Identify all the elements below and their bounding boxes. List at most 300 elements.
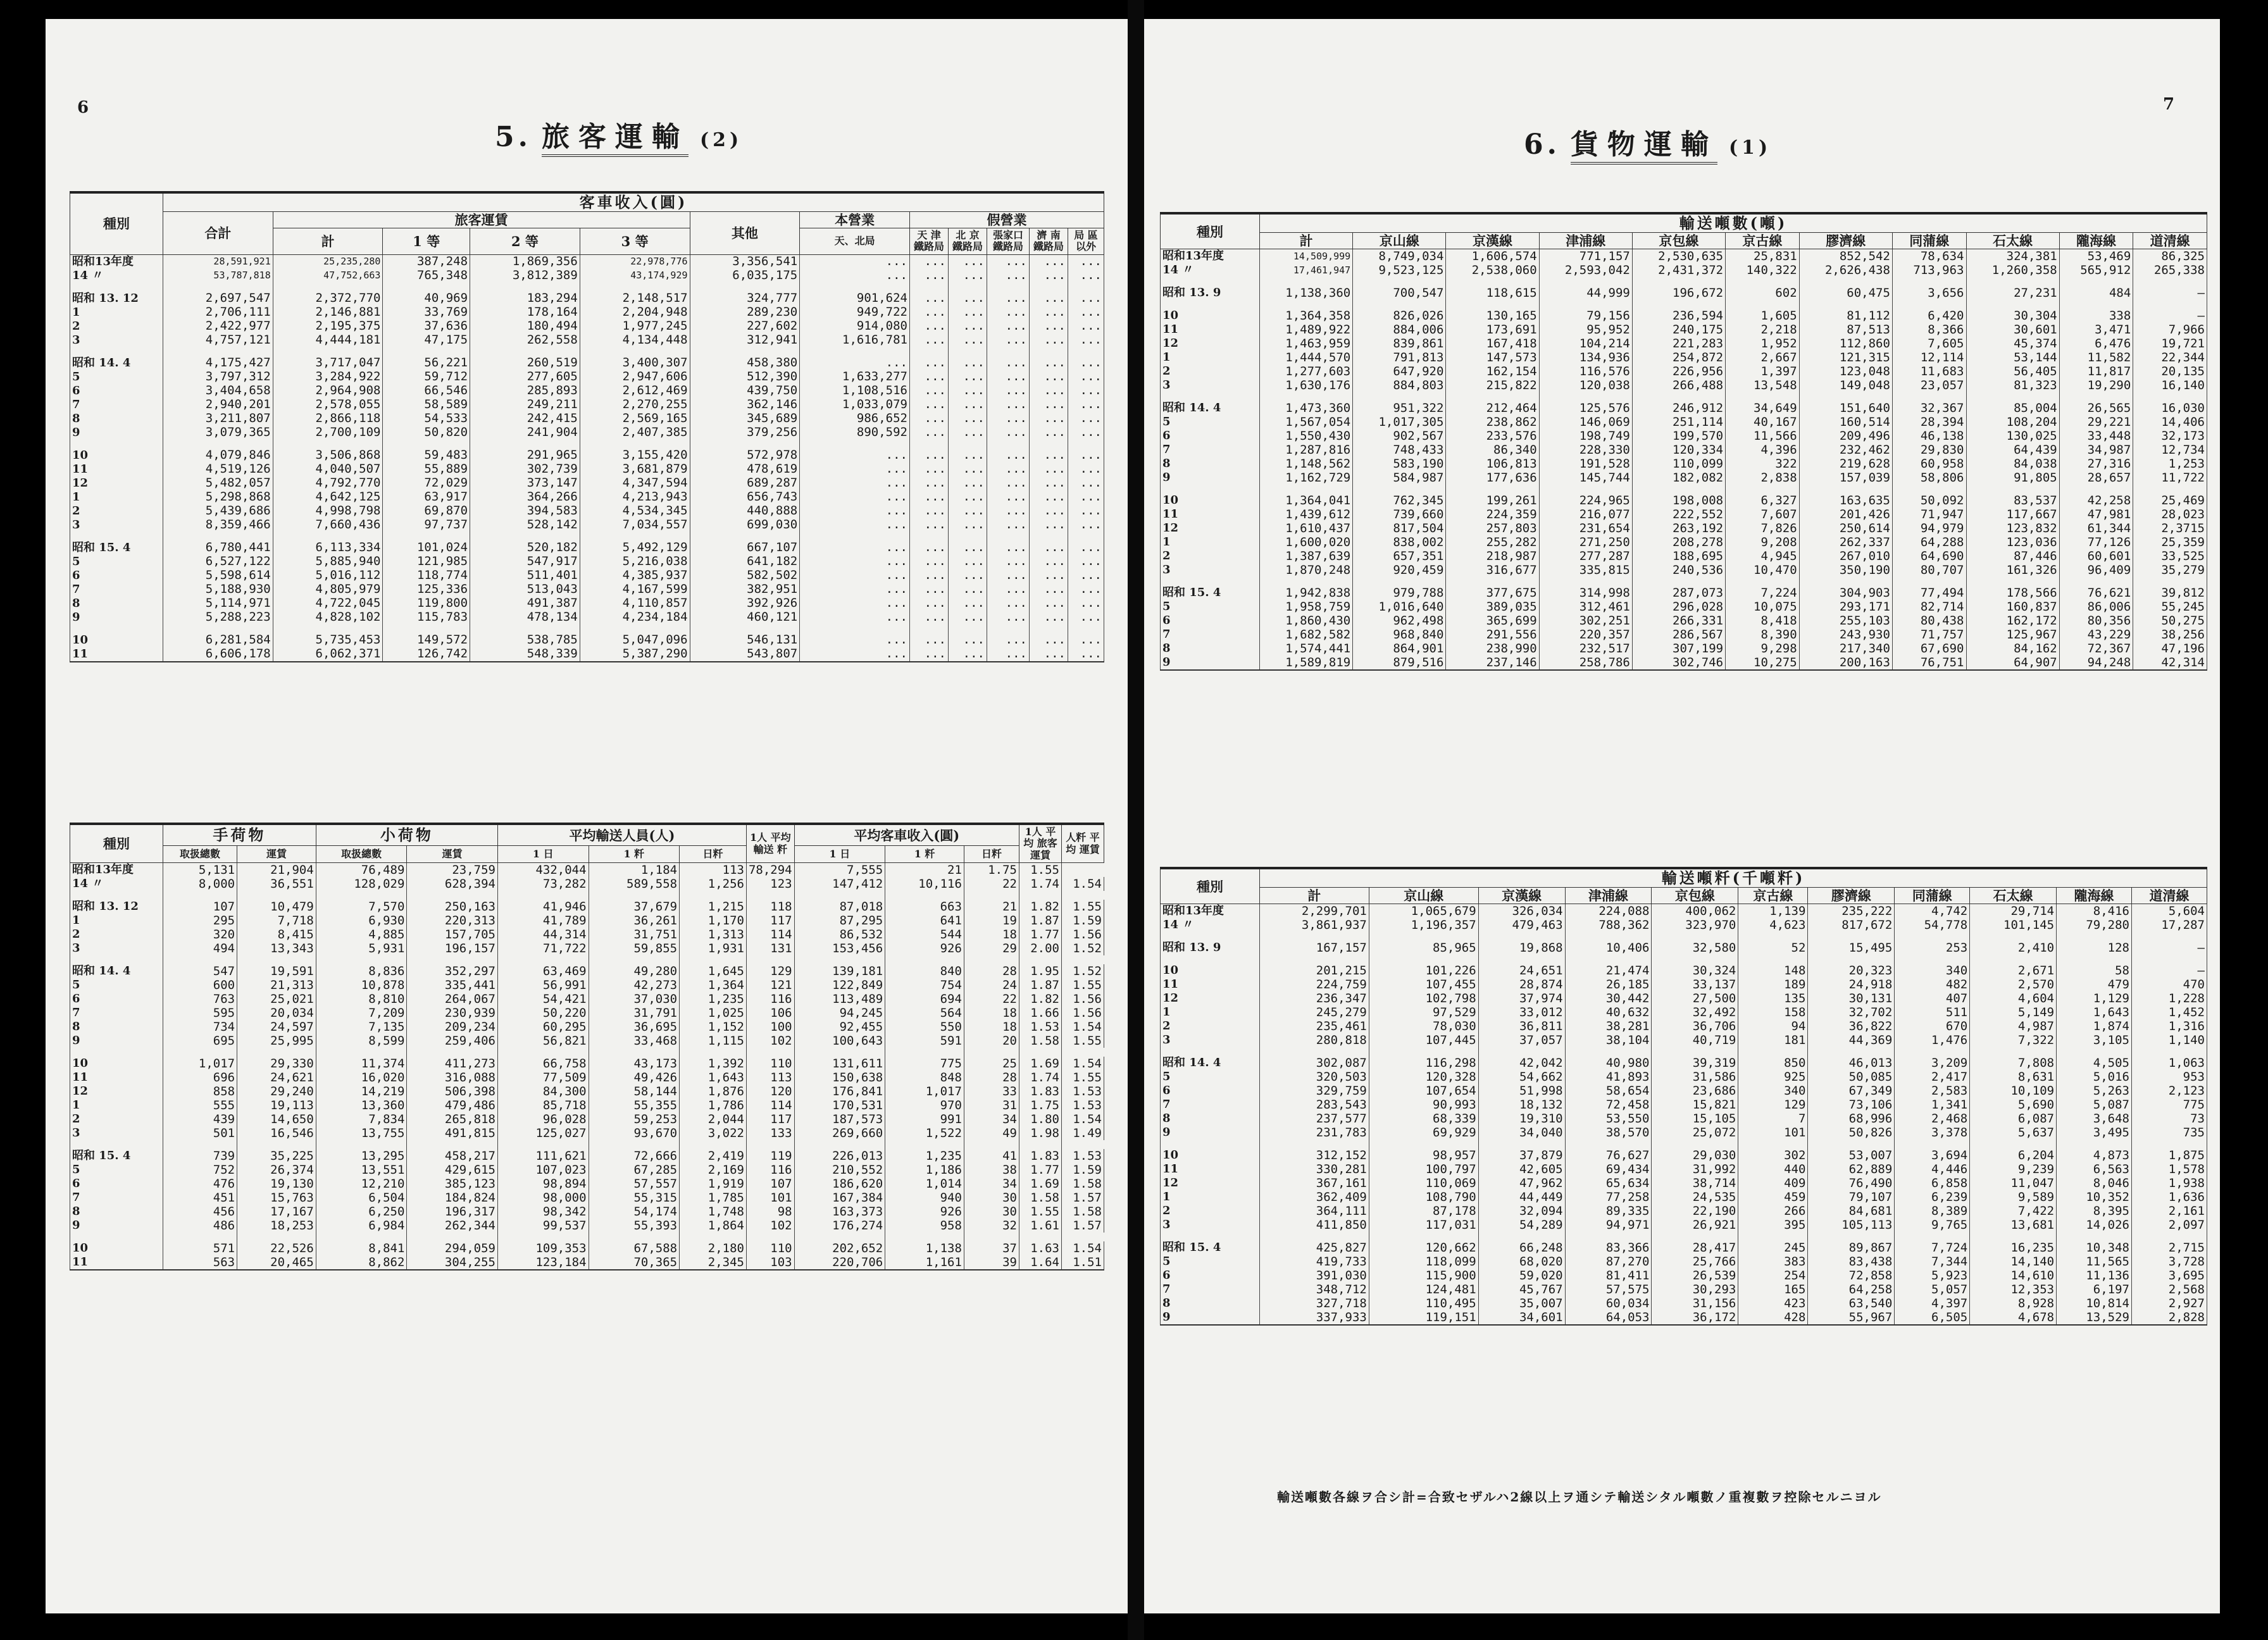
table-cell: 50,220 [497,1006,589,1020]
table-cell: 38,714 [1652,1176,1738,1190]
table-cell [1019,1048,1062,1057]
table-cell: 53,550 [1565,1112,1652,1126]
table-cell: 4,805,979 [273,583,383,597]
table-cell: 2,468 [1895,1112,1970,1126]
table-cell: ... [1068,504,1104,518]
table-cell: 80,356 [2059,614,2133,628]
table-cell: 1,876 [680,1084,747,1098]
table-cell [1726,300,1800,309]
table-cell: 69,870 [383,504,470,518]
table-cell: ... [910,611,949,624]
table-cell: 151,640 [1799,401,1892,415]
table-cell: 428 [1738,1310,1808,1325]
table-cell: 53,144 [1966,351,2059,364]
table-cell: 157,705 [407,928,498,941]
table-cell: 1,444,570 [1260,351,1353,364]
table-cell: 119,800 [383,597,470,611]
row-label: 7 [1161,1098,1260,1112]
col-header: 京漢線 [1446,233,1539,249]
row-label: 6 [1161,614,1260,628]
table-row [1161,1296,2207,1310]
table-cell: 76,621 [2059,586,2133,600]
table-cell: 289,230 [690,306,800,320]
table-cell [407,1140,498,1149]
table-cell: 6,780,441 [163,541,273,555]
table-cell: 222,552 [1632,507,1725,521]
table-cell: 180,494 [470,320,580,333]
table-cell: 107,654 [1369,1084,1478,1098]
row-label: 5 [1161,1255,1260,1269]
table-row [70,1006,1104,1020]
table-cell: 2,169 [680,1163,747,1177]
table-cell: 47,981 [2059,507,2133,521]
table-row [70,891,1104,900]
col-zhangjiakou-rail: 張家口 鐵路局 [987,228,1030,255]
table-cell: 1,341 [1895,1098,1970,1112]
table-cell: 24 [964,978,1019,992]
table-cell: 840 [885,964,964,978]
table-cell: 8,862 [316,1255,407,1270]
table-cell: 176,274 [794,1219,885,1233]
table-cell: 817,504 [1353,521,1446,535]
table-cell: 329,759 [1260,1084,1369,1098]
table-cell: 1.52 [1062,964,1104,978]
table-cell: 2,410 [1970,941,2057,955]
table-cell [2057,1232,2132,1241]
table-row [70,877,1104,891]
table-cell: ... [910,463,949,476]
table-cell: 1,463,959 [1260,337,1353,351]
table-cell: 42,273 [589,978,680,992]
table-cell: 4,234,184 [580,611,690,624]
table-cell: 2,431,372 [1632,263,1725,277]
table-cell: 511 [1895,1005,1970,1019]
table-cell: 10,109 [1970,1084,2057,1098]
table-cell: 54,421 [497,992,589,1006]
table-cell: 16,235 [1970,1241,2057,1255]
table-cell: 212,464 [1446,401,1539,415]
table-cell: 72,458 [1565,1098,1652,1112]
table-cell: 394,583 [470,504,580,518]
table-cell: 12,114 [1892,351,1966,364]
table-cell [589,955,680,964]
table-cell: 30,442 [1565,991,1652,1005]
table-cell [1799,485,1892,494]
table-cell: 72,029 [383,476,470,490]
table-cell: 232,517 [1539,642,1632,655]
table-cell: 564 [885,1006,964,1020]
table-cell: ... [800,254,910,269]
table-cell: 87,446 [1966,549,2059,563]
table-row [1161,1176,2207,1190]
table-cell: 249,211 [470,398,580,412]
table-cell: 5,387,290 [580,647,690,662]
table-cell: ... [1030,541,1068,555]
table-cell: 16,140 [2133,378,2207,392]
table-cell: 64,907 [1966,655,2059,670]
table-cell: 21,313 [237,978,316,992]
row-label: 昭和 13. 9 [1161,941,1260,955]
table-cell: 1,215 [680,900,747,914]
table-row [70,1140,1104,1149]
table-cell [163,347,273,356]
table-cell: 40,969 [383,292,470,306]
table-row [1161,277,2207,286]
table-cell: 130,025 [1966,429,2059,443]
table-cell: 962,498 [1353,614,1446,628]
table-row [70,320,1104,333]
table-cell: 1,235 [885,1149,964,1163]
table-cell: 628,394 [407,877,498,891]
table-cell: 11,136 [2057,1269,2132,1283]
table-cell: 107,023 [497,1163,589,1177]
table-cell: 55,315 [589,1191,680,1205]
row-label: 8 [1161,457,1260,471]
table-cell: 949,722 [800,306,910,320]
row-label: 3 [1161,1218,1260,1232]
row-label: 10 [70,633,163,647]
row-label: 9 [1161,1126,1260,1140]
table-cell: 8,631 [1970,1070,2057,1084]
table-cell: 1,952 [1726,337,1800,351]
table-cell: 199,261 [1446,494,1539,507]
row-label: 10 [1161,309,1260,323]
table-cell: 79,280 [2057,918,2132,932]
table-cell [1260,485,1353,494]
table-cell: 748,433 [1353,443,1446,457]
table-row [1161,918,2207,932]
table-cell: 63,917 [383,490,470,504]
table-cell: 108,790 [1369,1190,1478,1204]
table-cell: 109,353 [497,1241,589,1255]
table-cell: 129 [1738,1098,1808,1112]
table-cell: 3,695 [2132,1269,2207,1283]
table-cell: 5,482,057 [163,476,273,490]
freight-ton-km-table [1160,867,2207,1326]
table-cell: 59,020 [1478,1269,1565,1283]
table-cell: 17,287 [2132,918,2207,932]
table-cell: 925 [1738,1070,1808,1084]
table-cell [1369,955,1478,964]
title-number: 6. [1524,128,1561,161]
table-cell: 1,196,357 [1369,918,1478,932]
col-tianjin-beijing: 天、北局 [800,228,910,255]
table-cell [1966,577,2059,586]
table-cell: 1.98 [1019,1126,1062,1140]
col-header: 京漢線 [1478,888,1565,904]
table-cell: 3,404,658 [163,384,273,398]
table-cell: 161,326 [1966,563,2059,577]
table-cell: 3,506,868 [273,449,383,463]
table-cell [1726,485,1800,494]
table-cell [316,955,407,964]
table-cell: 19,290 [2059,378,2133,392]
table-cell: 307,199 [1632,642,1725,655]
table-cell: 316,088 [407,1071,498,1084]
table-cell: 543,807 [690,647,800,662]
table-cell: 584,987 [1353,471,1446,485]
table-row [70,1191,1104,1205]
table-cell: 26,539 [1652,1269,1738,1283]
table-cell [1799,392,1892,401]
table-cell: 245,279 [1260,1005,1369,1019]
table-cell [580,624,690,633]
table-cell: 37,057 [1478,1033,1565,1047]
table-cell: 255,282 [1446,535,1539,549]
table-cell: 5,087 [2057,1098,2132,1112]
table-cell [1539,300,1632,309]
table-cell: 41,893 [1565,1070,1652,1084]
table-row [1161,415,2207,429]
table-cell: 323,970 [1652,918,1738,932]
table-cell: 113,489 [794,992,885,1006]
table-cell [746,955,794,964]
row-label: 8 [1161,1112,1260,1126]
table-cell: 49,426 [589,1071,680,1084]
table-row [70,1219,1104,1233]
row-label: 昭和 15. 4 [1161,1241,1260,1255]
table-cell: 38,104 [1565,1033,1652,1047]
table-cell: ... [1068,611,1104,624]
table-cell: 262,337 [1799,535,1892,549]
table-cell: 184,824 [407,1191,498,1205]
table-cell: 55,393 [589,1219,680,1233]
table-cell: ... [800,476,910,490]
table-cell: 131 [746,941,794,955]
table-row [1161,392,2207,401]
table-cell: 199,570 [1632,429,1725,443]
table-row [70,356,1104,370]
table-cell: ... [1068,384,1104,398]
table-cell: 80,707 [1892,563,1966,577]
table-cell: 338 [2059,309,2133,323]
table-cell: 23,686 [1652,1084,1738,1098]
table-cell: 1,184 [589,863,680,878]
table-cell: 44,999 [1539,286,1632,300]
table-row [70,583,1104,597]
table-cell: 7,605 [1892,337,1966,351]
table-cell [1260,955,1369,964]
table-cell: 1,014 [885,1177,964,1191]
col-outside: 局 區以外 [1068,228,1104,255]
table-cell: 2,422,977 [163,320,273,333]
table-cell: 118 [746,900,794,914]
table-cell: 103 [746,1255,794,1270]
table-cell: 68,020 [1478,1255,1565,1269]
table-cell: 34 [964,1112,1019,1126]
col-tianjin-rail: 天 津 鐵路局 [910,228,949,255]
table-cell: 79,107 [1808,1190,1895,1204]
table-cell: 123,184 [497,1255,589,1270]
row-label: 2 [70,504,163,518]
table-cell: 1,589,819 [1260,655,1353,670]
table-cell: ... [910,269,949,283]
table-cell [690,283,800,292]
table-cell: 482 [1895,978,1970,991]
table-cell: 64,258 [1808,1283,1895,1296]
table-cell: 101 [1738,1126,1808,1140]
table-cell: ... [800,611,910,624]
row-label: 1 [70,490,163,504]
table-cell: 2,667 [1726,351,1800,364]
table-cell: 1,186 [885,1163,964,1177]
row-label: 2 [1161,1204,1260,1218]
table-cell [1353,277,1446,286]
row-label [70,1048,163,1057]
table-cell: 1,138,360 [1260,286,1353,300]
table-cell: 28,417 [1652,1241,1738,1255]
table-cell: 1.53 [1062,1084,1104,1098]
table-cell: 196,157 [407,941,498,955]
table-cell: 657,351 [1353,549,1446,563]
table-cell: 266 [1738,1204,1808,1218]
table-cell: 226,956 [1632,364,1725,378]
row-label: 11 [1161,1162,1260,1176]
table-cell: 6,281,584 [163,633,273,647]
table-cell: 120,662 [1369,1241,1478,1255]
table-cell: 5,131 [163,863,237,878]
table-cell: 884,803 [1353,378,1446,392]
table-cell: ... [800,569,910,583]
col-class3: 3 等 [580,228,690,255]
table-cell: ... [1068,476,1104,490]
table-cell: ... [1030,269,1068,283]
table-cell [1019,1140,1062,1149]
table-cell: 1.77 [1019,1163,1062,1177]
table-cell [1068,347,1104,356]
row-label: 5 [70,1163,163,1177]
table-cell: 689,287 [690,476,800,490]
table-cell: 21 [964,900,1019,914]
table-cell: 5,016,112 [273,569,383,583]
table-cell: 31,156 [1652,1296,1738,1310]
table-cell: 1,439,612 [1260,507,1353,521]
table-cell: 291,556 [1446,628,1539,642]
table-cell: 1,574,441 [1260,642,1353,655]
table-cell: 129 [746,964,794,978]
table-cell: 66,546 [383,384,470,398]
table-cell: 19 [964,914,1019,928]
table-cell: 95,952 [1539,323,1632,337]
table-cell: 243,930 [1799,628,1892,642]
table-cell: 2,372,770 [273,292,383,306]
table-cell: 4,722,045 [273,597,383,611]
table-cell: 68,339 [1369,1112,1478,1126]
table-cell: 76,751 [1892,655,1966,670]
table-cell: 1.66 [1019,1006,1062,1020]
table-cell: 20,135 [2133,364,2207,378]
table-cell: 1,140 [2132,1033,2207,1047]
table-cell: 67,690 [1892,642,1966,655]
table-cell [163,1140,237,1149]
table-cell: 1,025 [680,1006,747,1020]
table-cell: 120 [746,1084,794,1098]
table-cell [964,955,1019,964]
table-cell [407,1233,498,1241]
row-label: 11 [70,647,163,662]
table-cell: 1,875 [2132,1148,2207,1162]
table-cell: 35,279 [2133,563,2207,577]
col-kind: 種別 [1161,213,1260,249]
table-cell: 220,357 [1539,628,1632,642]
table-cell [237,891,316,900]
table-cell: 6,113,334 [273,541,383,555]
table-cell: 555 [163,1098,237,1112]
row-label: 14 〃 [1161,918,1260,932]
table-cell: 8,836 [316,964,407,978]
table-cell: 101,024 [383,541,470,555]
page-number: 7 [2163,95,2175,114]
table-cell [794,1233,885,1241]
table-cell: 100 [746,1020,794,1034]
table-cell: 102 [746,1034,794,1048]
row-label: 昭和 14. 4 [1161,401,1260,415]
table-row [70,384,1104,398]
table-cell: 285,893 [470,384,580,398]
table-cell: 37,974 [1478,991,1565,1005]
table-cell: 33,448 [2059,429,2133,443]
table-cell: 35,007 [1478,1296,1565,1310]
row-label: 昭和 13. 12 [70,900,163,914]
col-parcel-fare: 運賃 [407,846,498,863]
table-cell: 29,030 [1652,1148,1738,1162]
table-cell: 296,028 [1632,600,1725,614]
col-header: 隴海線 [2057,888,2132,904]
table-cell [1738,1140,1808,1148]
table-cell [1966,300,2059,309]
table-cell [2059,300,2133,309]
table-row [70,463,1104,476]
table-cell [690,440,800,449]
table-cell: ... [949,333,987,347]
table-cell: 37,679 [589,900,680,914]
row-label: 5 [1161,1070,1260,1084]
table-cell: 25,995 [237,1034,316,1048]
table-cell: 123 [746,877,794,891]
table-cell: 484 [2059,286,2133,300]
table-cell [1260,392,1353,401]
table-cell: 30,304 [1966,309,2059,323]
table-cell: ... [1068,463,1104,476]
row-label: 2 [1161,364,1260,378]
row-label: 14 〃 [70,877,163,891]
table-cell [1260,277,1353,286]
row-label: 3 [1161,378,1260,392]
table-cell: 98,342 [497,1205,589,1219]
table-cell: 266,331 [1632,614,1725,628]
table-cell: ... [910,569,949,583]
row-label [70,1233,163,1241]
table-cell: 12,353 [1970,1283,2057,1296]
table-cell: 641 [885,914,964,928]
row-label: 7 [70,583,163,597]
col-baggage-fare: 運賃 [237,846,316,863]
table-cell: 1.87 [1019,914,1062,928]
table-cell: 97,529 [1369,1005,1478,1019]
table-row [70,347,1104,356]
table-cell [1030,624,1068,633]
table-cell: ... [987,269,1030,283]
table-cell: 149,572 [383,633,470,647]
table-cell: 10,352 [2057,1190,2132,1204]
table-cell: 696 [163,1071,237,1084]
table-cell: 233,576 [1446,429,1539,443]
group-consign: 假營業 [910,212,1104,228]
section-title [1524,121,1771,162]
table-cell: 9,298 [1726,642,1800,655]
table-cell: 66,758 [497,1057,589,1071]
table-cell: 320,503 [1260,1070,1369,1084]
